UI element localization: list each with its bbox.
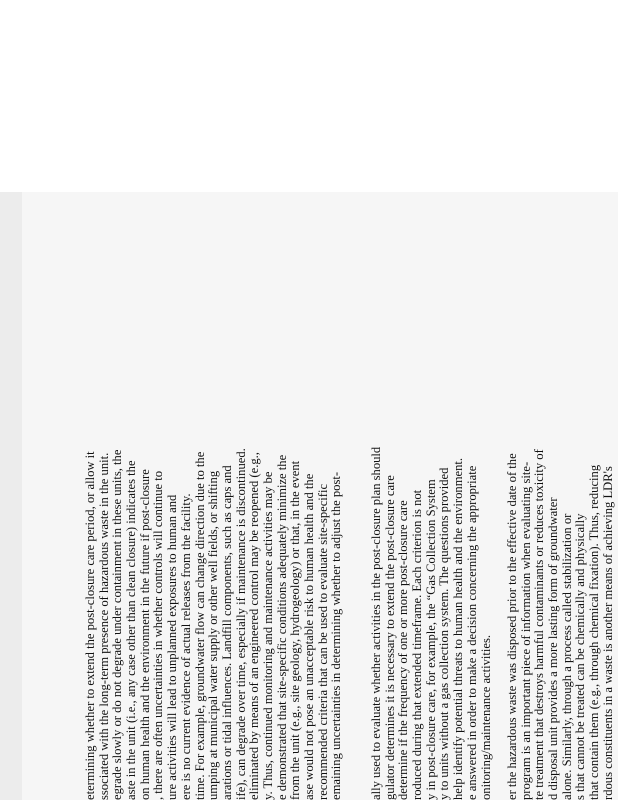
text-line: roduced during that extended timeframe. Each criterion is not	[410, 489, 425, 800]
text-line: y to units without a gas collection system. The questions provided	[437, 467, 452, 800]
text-line: rdous constituents in a waste is another means of achieving LDR's	[600, 466, 615, 800]
text-line: time. For example, groundwater flow can change direction due to the	[192, 451, 207, 800]
text-line: etermining whether to extend the post-closure care period, or allow it	[83, 451, 97, 800]
text-line: e demonstrated that site-specific conditions adequately minimize the	[274, 454, 289, 800]
text-line: eliminated by means of an engineered control may be reopened (e.g.,	[247, 452, 262, 800]
text-line: program is an important piece of information when evaluating site-	[518, 461, 533, 800]
text-line: arations or tidal influences. Landfill components, such as caps and	[219, 465, 234, 800]
text-line: help identify potential threats to human health and the environment.	[451, 457, 466, 800]
text-line: er the hazardous waste was disposed prior to the effective date of the	[505, 453, 519, 800]
text-line: d disposal unit provides a more lasting form of groundwater	[546, 497, 561, 800]
text-line: te treatment that destroys harmful contaminants or reduces toxicity of	[532, 449, 547, 800]
text-line: umping at municipal water supply or other well fields, or shifting	[206, 470, 221, 800]
text-line: ere is no current evidence of actual releases from the facility.	[178, 493, 193, 800]
paragraph-3	[506, 240, 616, 800]
text-line: gulator determines it is necessary to extend the post-closure care	[382, 475, 397, 800]
text-line: y. Thus, continued monitoring and maintenance activities may be	[260, 471, 275, 800]
text-line: ssociated with the long-term presence of hazardous waste in the unit.	[96, 452, 111, 800]
text-line: y in post-closure care, for example, the “Gas Collection System	[423, 479, 438, 800]
text-line: aste in the unit (i.e., any case other than clean closure) indicates the	[124, 460, 139, 800]
text-line: s that cannot be treated can be chemically and physically	[573, 513, 588, 800]
text-line: ife), can degrade over time, especially if maintenance is discontinued.	[233, 448, 248, 800]
text-line: egrade slowly or do not degrade under containment in these units, the	[110, 449, 125, 800]
text-line: onitoring/maintenance activities.	[478, 634, 493, 800]
text-line: emaining uncertainties in determining whether to adjust the post-	[329, 471, 344, 800]
text-line: ally used to evaluate whether activities in the post-closure plan should	[369, 446, 383, 800]
blank-margin	[0, 0, 618, 192]
text-line: ure activities will lead to unplanned exposures to human and	[165, 494, 180, 800]
paragraph-2	[370, 240, 493, 800]
text-line: on human health and the environment in the future if post-closure	[137, 469, 152, 800]
text-line: e answered in order to make a decision concerning the appropriate	[464, 465, 479, 800]
text-line: from the unit (e.g., site geology, hydrogeology) or that, in the event	[288, 460, 303, 800]
text-line: determine if the frequency of one or more post-closure care	[396, 500, 411, 800]
text-line: ase would not pose an unacceptable risk to human health and the	[302, 473, 316, 800]
text-line: , there are often uncertainties in whether controls will continue to	[151, 470, 166, 800]
text-line: recommended criteria that can be used to evaluate site-specific	[315, 483, 330, 800]
text-line: that contain them (e.g., through chemical fixation). Thus, reducing	[587, 464, 602, 800]
text-line: alone. Similarly, through a process called stabilization or	[559, 513, 574, 800]
scan-edge-shadow	[0, 192, 22, 800]
paragraph-1	[84, 240, 344, 800]
